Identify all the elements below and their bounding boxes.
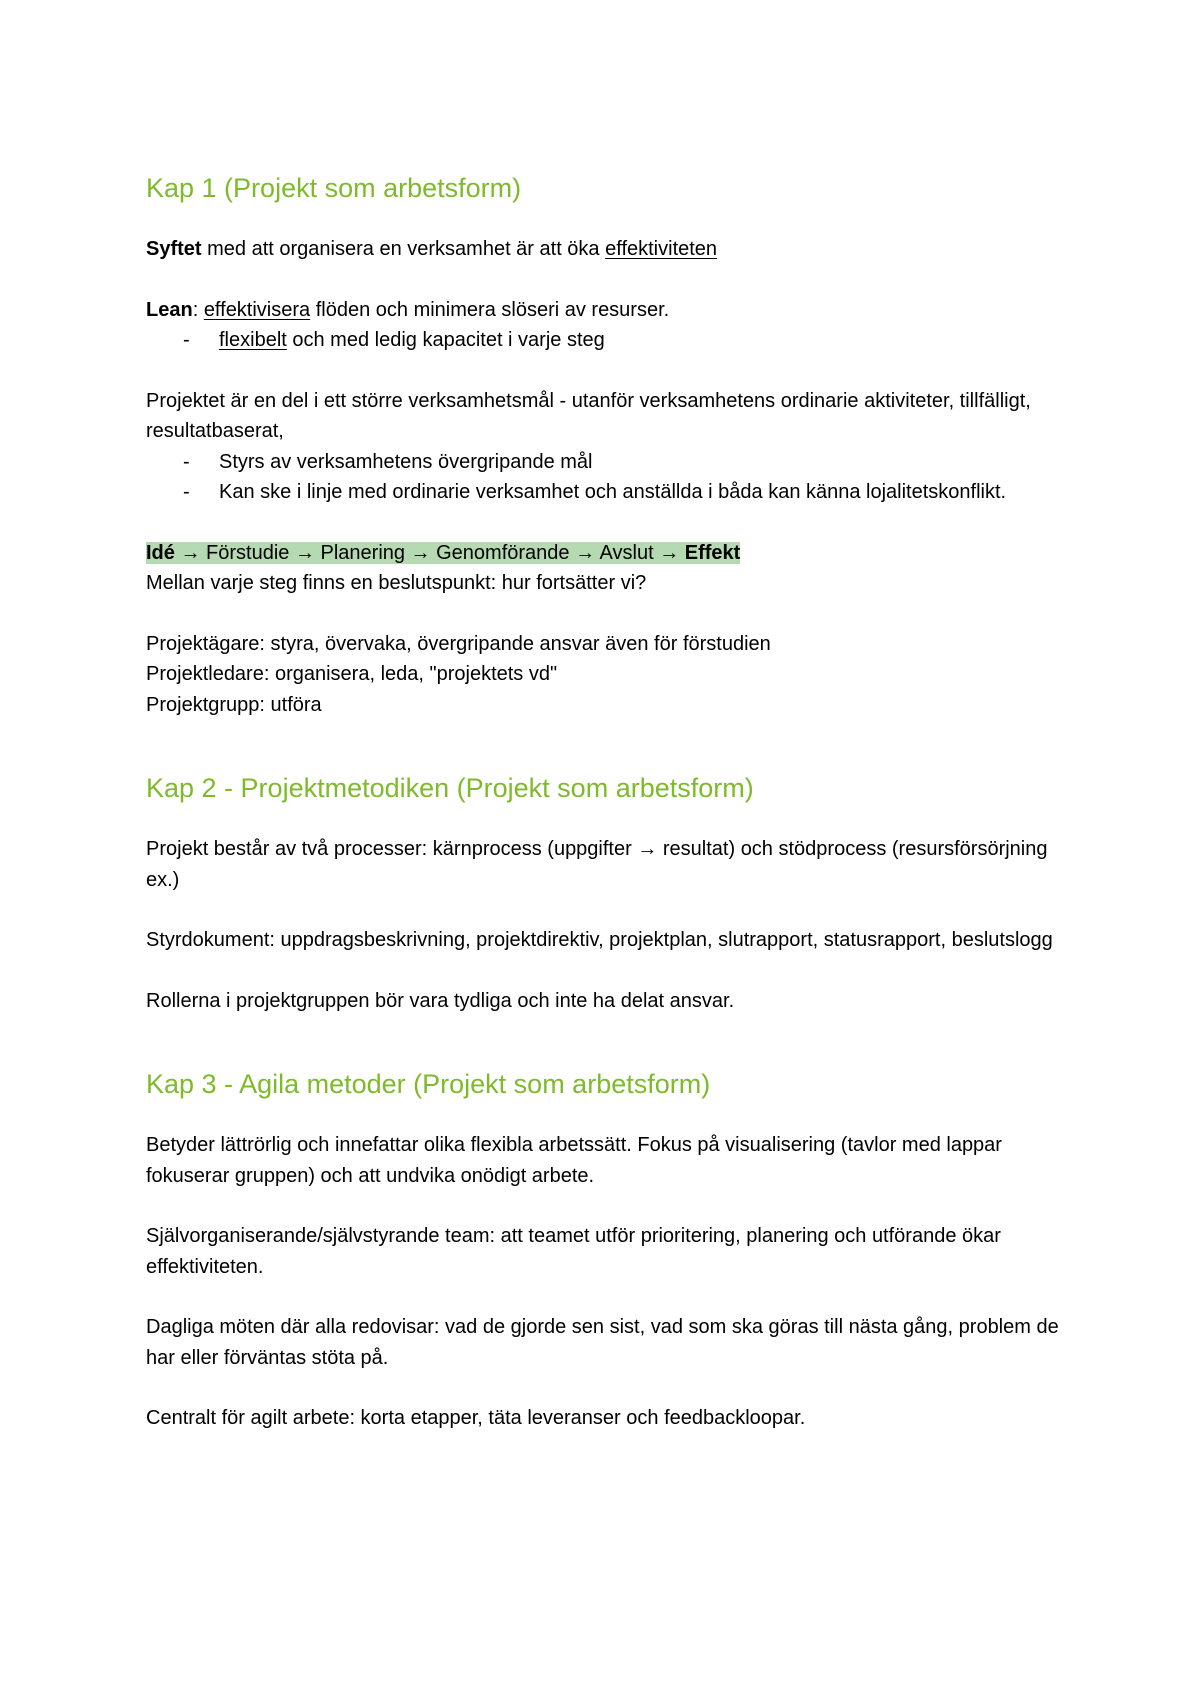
flow-start: Idé <box>146 541 175 564</box>
lean-text: flöden och minimera slöseri av resurser. <box>310 298 670 321</box>
syftet-underlined-term: effektiviteten <box>605 238 718 260</box>
section-heading-kap-2: Kap 2 - Projektmetodiken (Projekt som arbetsform) <box>146 773 754 803</box>
bullet-text: Kan ske i linje med ordinarie verksamhet och anställda i båda kan känna lojalitetskonflikt. <box>219 481 1007 503</box>
bullet-underlined-term: flexibelt <box>219 329 287 351</box>
kap2-paragraph: Rollerna i projektgruppen bör vara tydliga och inte ha delat ansvar. <box>146 989 735 1012</box>
document-body <box>146 170 1066 1434</box>
lean-underlined-term: effektivisera <box>203 298 311 321</box>
section-kap-1 <box>146 170 1066 720</box>
flow-end: Effekt <box>684 541 741 564</box>
syftet-term: Syftet <box>146 238 202 260</box>
role-line: Projektledare: organisera, leda, "projektets vd" <box>146 663 558 685</box>
flow-middle: → Förstudie → Planering → Genomförande → Avslut → <box>174 541 685 564</box>
bullet-text: Styrs av verksamhetens övergripande mål <box>219 450 593 473</box>
syftet-text: med att organisera en verksamhet är att öka <box>201 238 606 260</box>
bullet-dash: - <box>183 481 190 503</box>
list-item <box>146 325 1066 356</box>
flow-note: Mellan varje steg finns en beslutspunkt: hur fortsätter vi? <box>146 572 647 594</box>
lean-paragraph <box>146 295 1066 326</box>
kap3-paragraph: Dagliga möten där alla redovisar: vad de gjorde sen sist, vad som ska göras till nästa gång, problem de har eller förväntas stöta på. <box>146 1316 1059 1369</box>
lean-term: Lean <box>146 298 193 321</box>
list-item <box>146 477 1066 508</box>
kap3-paragraph: Betyder lättrörlig och innefattar olika flexibla arbetssätt. Fokus på visualisering (tavlor med lappar fokuserar gruppen) och att undvika onödigt arbete. <box>146 1134 1002 1187</box>
section-heading-kap-3: Kap 3 - Agila metoder (Projekt som arbetsform) <box>146 1069 711 1099</box>
bullet-dash: - <box>183 329 190 351</box>
bullet-dash: - <box>183 450 190 473</box>
lean-bullet-list <box>146 325 1066 356</box>
bullet-text: och med ledig kapacitet i varje steg <box>286 329 605 351</box>
process-flow-line <box>146 538 1066 569</box>
role-line: Projektgrupp: utföra <box>146 693 322 716</box>
kap3-paragraph: Centralt för agilt arbete: korta etapper, täta leveranser och feedbackloopar. <box>146 1407 806 1429</box>
list-item <box>146 447 1066 478</box>
kap2-paragraph: Styrdokument: uppdragsbeskrivning, projektdirektiv, projektplan, slutrapport, statusrapport, beslutslogg <box>146 929 1053 951</box>
section-kap-2 <box>146 770 1066 1016</box>
projekt-bullet-list <box>146 447 1066 508</box>
section-kap-3 <box>146 1066 1066 1434</box>
role-line: Projektägare: styra, övervaka, övergripande ansvar även för förstudien <box>146 632 771 655</box>
syftet-paragraph <box>146 234 1066 265</box>
projekt-paragraph: Projektet är en del i ett större verksamhetsmål - utanför verksamhetens ordinarie aktiviteter, tillfälligt, resultatbaserat, <box>146 389 1031 442</box>
lean-colon: : <box>192 298 204 321</box>
section-heading-kap-1: Kap 1 (Projekt som arbetsform) <box>146 173 522 203</box>
kap2-paragraph: Projekt består av två processer: kärnprocess (uppgifter → resultat) och stödprocess (resursförsörjning ex.) <box>146 838 1048 891</box>
kap3-paragraph: Självorganiserande/självstyrande team: att teamet utför prioritering, planering och utförande ökar effektiviteten. <box>146 1225 1001 1278</box>
process-flow-highlight <box>146 542 740 564</box>
